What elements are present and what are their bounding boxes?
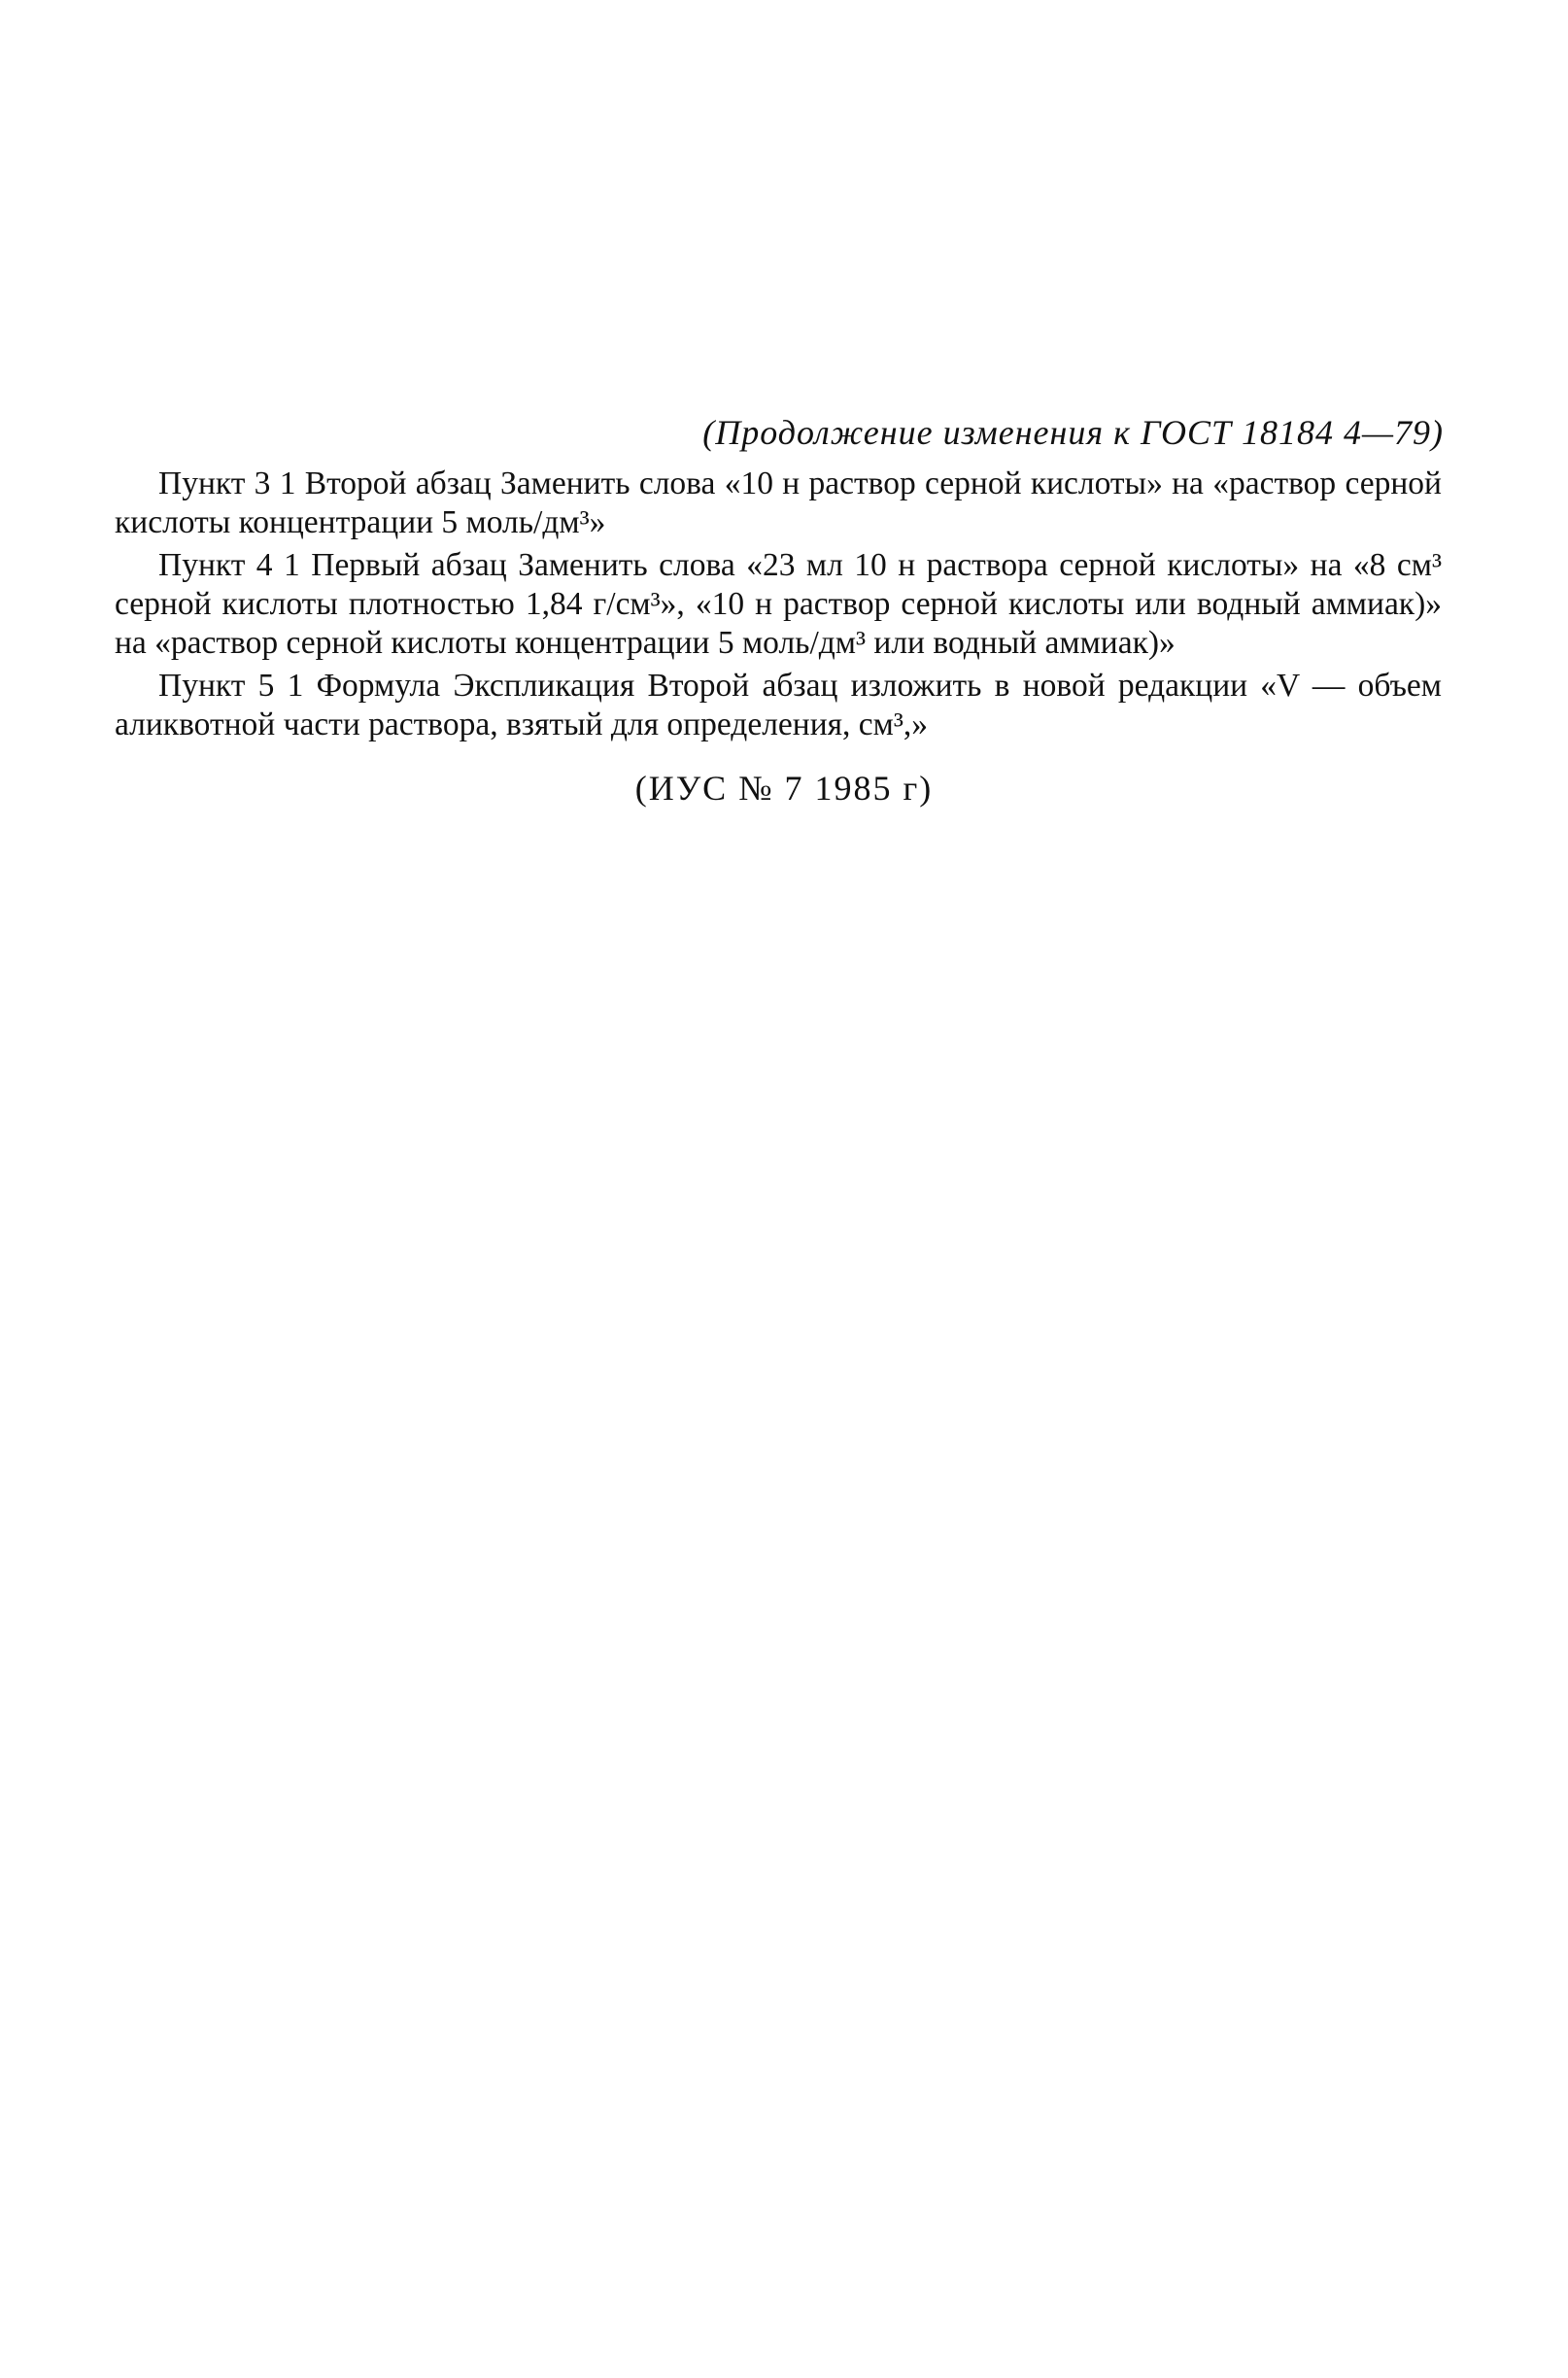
amendment-paragraph-4-1: Пункт 4 1 Первый абзац Заменить слова «23 мл 10 н раствора серной кислоты» на «8 см³ серной кислоты плотностью 1,84 г/см³», «10 н раствор серной кислоты или водный аммиак)» на «раствор серной кислоты концентрации 5 моль/дм³ или водный аммиак)» <box>115 547 1442 661</box>
publication-reference: (ИУС № 7 1985 г) <box>634 769 934 808</box>
continuation-header: (Продолжение изменения к ГОСТ 18184 4—79) <box>702 413 1444 452</box>
amendment-body <box>115 465 1442 748</box>
amendment-paragraph-5-1: Пункт 5 1 Формула Экспликация Второй абзац изложить в новой редакции «V — объем аликвотной части раствора, взятый для определения, см³,» <box>115 668 1442 742</box>
amendment-paragraph-3-1: Пункт 3 1 Второй абзац Заменить слова «10 н раствор серной кислоты» на «раствор серной кислоты концентрации 5 моль/дм³» <box>115 465 1442 540</box>
